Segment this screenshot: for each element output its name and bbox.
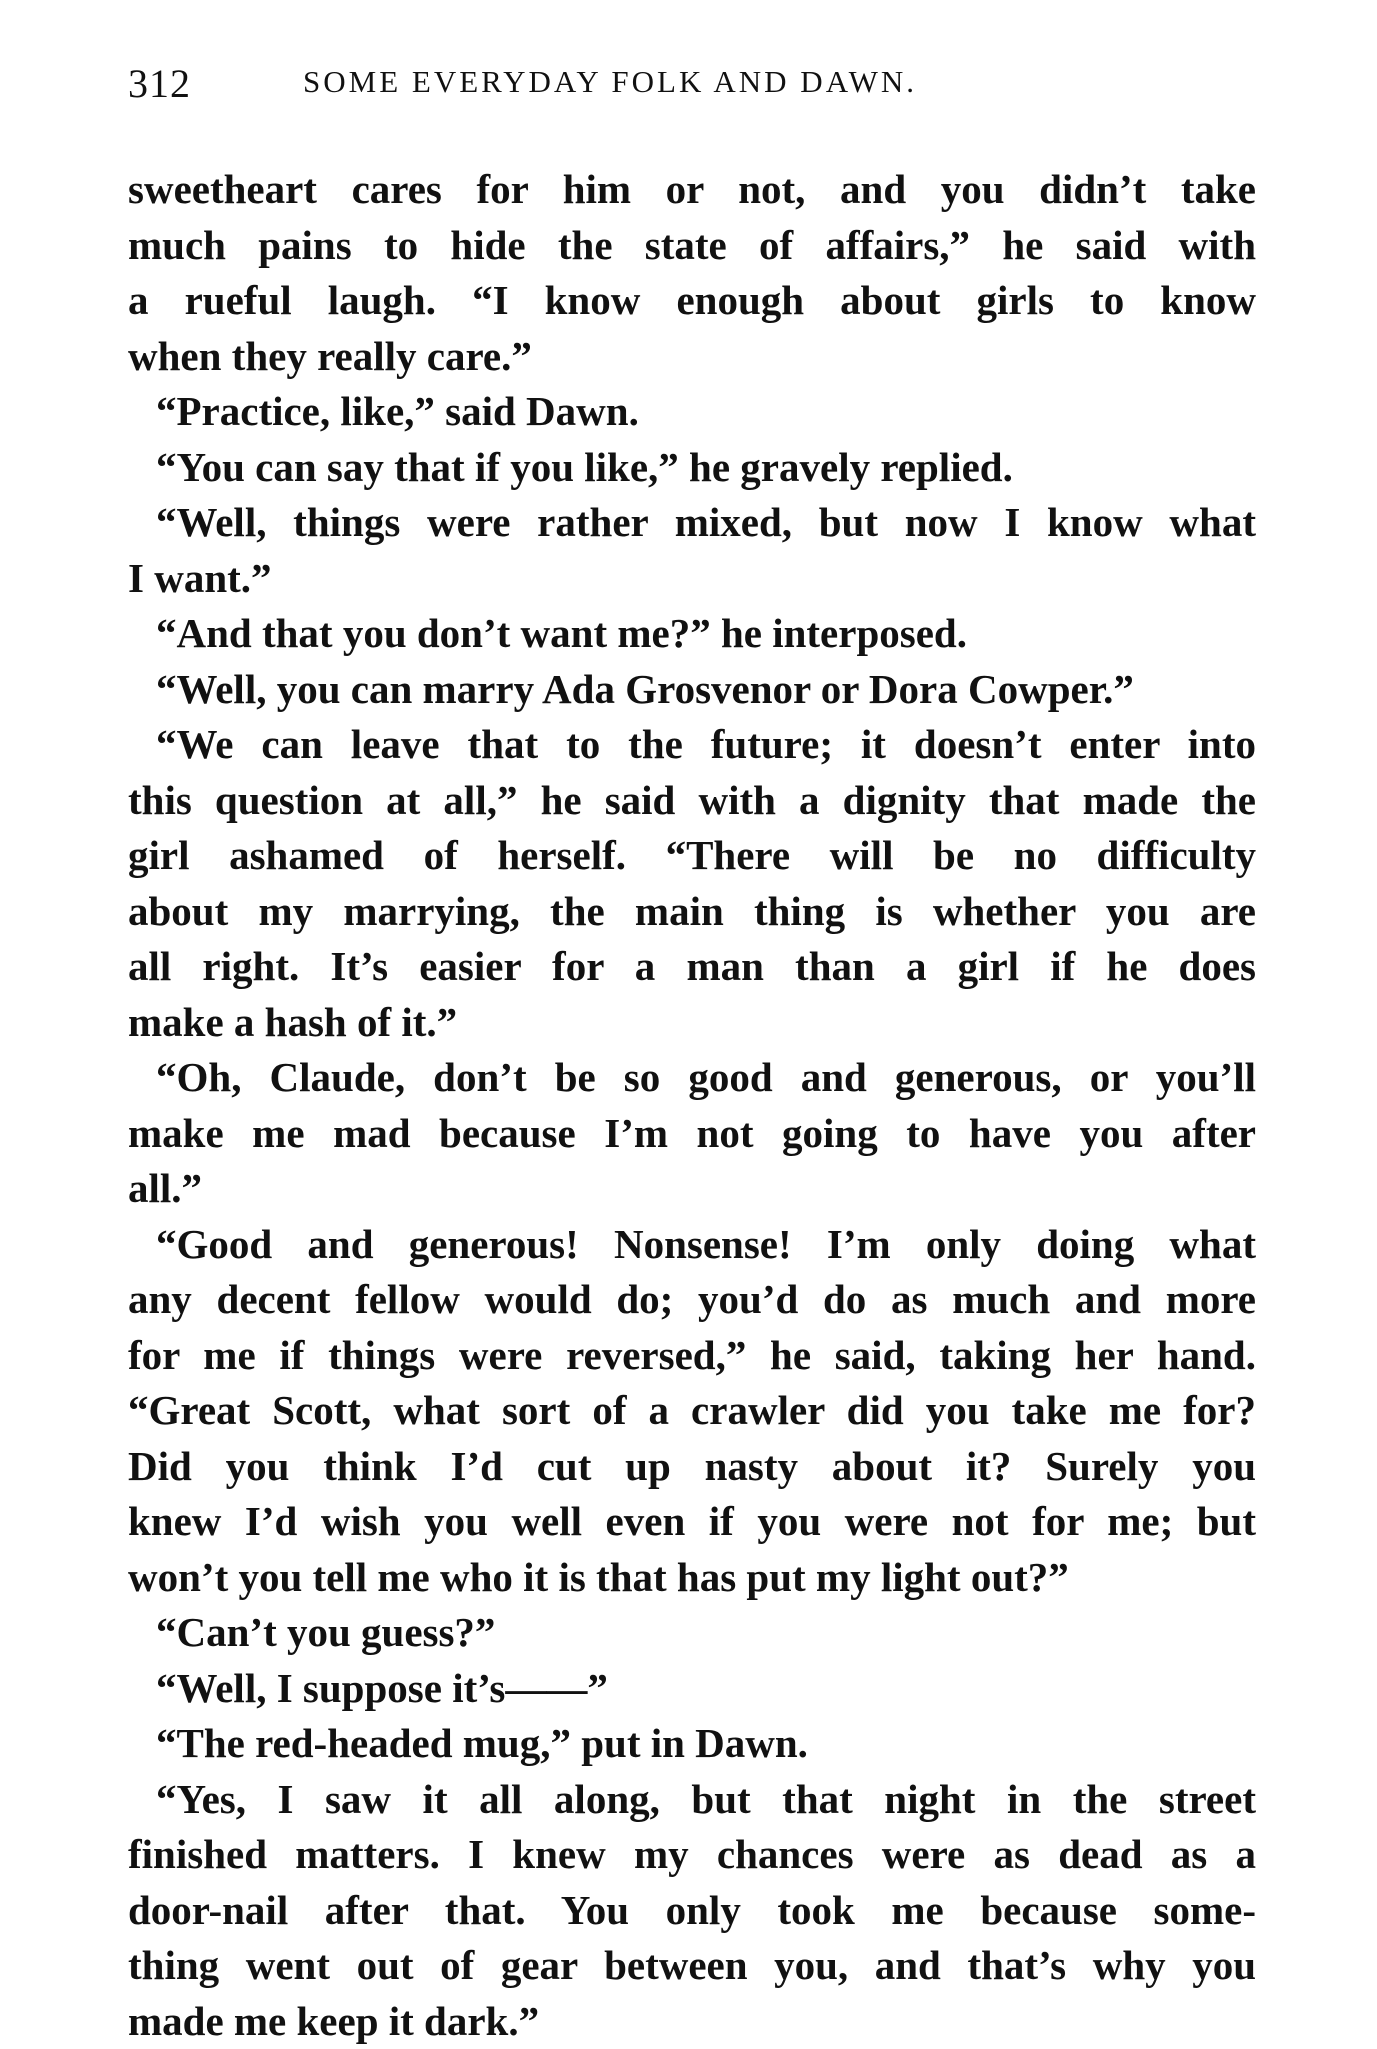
text-line: all.” xyxy=(128,1161,1256,1217)
text-line: make a hash of it.” xyxy=(128,995,1256,1051)
text-line: “Oh, Claude, don’t be so good and generous, or you’ll xyxy=(128,1050,1256,1106)
text-line: door-nail after that. You only took me because some- xyxy=(128,1883,1256,1939)
text-line: “The red-headed mug,” put in Dawn. xyxy=(128,1716,1256,1772)
text-line: this question at all,” he said with a dignity that made the xyxy=(128,773,1256,829)
text-line: “Good and generous! Nonsense! I’m only doing what xyxy=(128,1217,1256,1273)
text-line: girl ashamed of herself. “There will be no difficulty xyxy=(128,828,1256,884)
text-line: I want.” xyxy=(128,551,1256,607)
text-line: much pains to hide the state of affairs,” he said with xyxy=(128,218,1256,274)
text-line: sweetheart cares for him or not, and you didn’t take xyxy=(128,162,1256,218)
text-line: when they really care.” xyxy=(128,329,1256,385)
text-line: “Well, I suppose it’s——” xyxy=(128,1661,1256,1717)
text-line: a rueful laugh. “I know enough about girls to know xyxy=(128,273,1256,329)
text-line: make me mad because I’m not going to have you after xyxy=(128,1106,1256,1162)
running-head xyxy=(128,60,1258,120)
text-line: about my marrying, the main thing is whether you are xyxy=(128,884,1256,940)
text-line: all right. It’s easier for a man than a girl if he does xyxy=(128,939,1256,995)
text-line: for me if things were reversed,” he said, taking her hand. xyxy=(128,1328,1256,1384)
page-number: 312 xyxy=(128,60,191,107)
text-line: “Great Scott, what sort of a crawler did you take me for? xyxy=(128,1383,1256,1439)
body-text xyxy=(128,162,1256,2049)
text-line: thing went out of gear between you, and that’s why you xyxy=(128,1938,1256,1994)
text-line: “Well, things were rather mixed, but now I know what xyxy=(128,495,1256,551)
running-title: SOME EVERYDAY FOLK AND DAWN. xyxy=(303,64,917,100)
text-line: “Practice, like,” said Dawn. xyxy=(128,384,1256,440)
text-line: any decent fellow would do; you’d do as much and more xyxy=(128,1272,1256,1328)
text-line: “We can leave that to the future; it doesn’t enter into xyxy=(128,717,1256,773)
text-line: “Yes, I saw it all along, but that night in the street xyxy=(128,1772,1256,1828)
text-line: “Can’t you guess?” xyxy=(128,1605,1256,1661)
text-line: “You can say that if you like,” he gravely replied. xyxy=(128,440,1256,496)
text-line: won’t you tell me who it is that has put my light out?” xyxy=(128,1550,1256,1606)
text-line: knew I’d wish you well even if you were not for me; but xyxy=(128,1494,1256,1550)
text-line: “Well, you can marry Ada Grosvenor or Dora Cowper.” xyxy=(128,662,1256,718)
text-line: Did you think I’d cut up nasty about it? Surely you xyxy=(128,1439,1256,1495)
text-line: made me keep it dark.” xyxy=(128,1994,1256,2049)
text-line: “And that you don’t want me?” he interposed. xyxy=(128,606,1256,662)
text-line: finished matters. I knew my chances were as dead as a xyxy=(128,1827,1256,1883)
